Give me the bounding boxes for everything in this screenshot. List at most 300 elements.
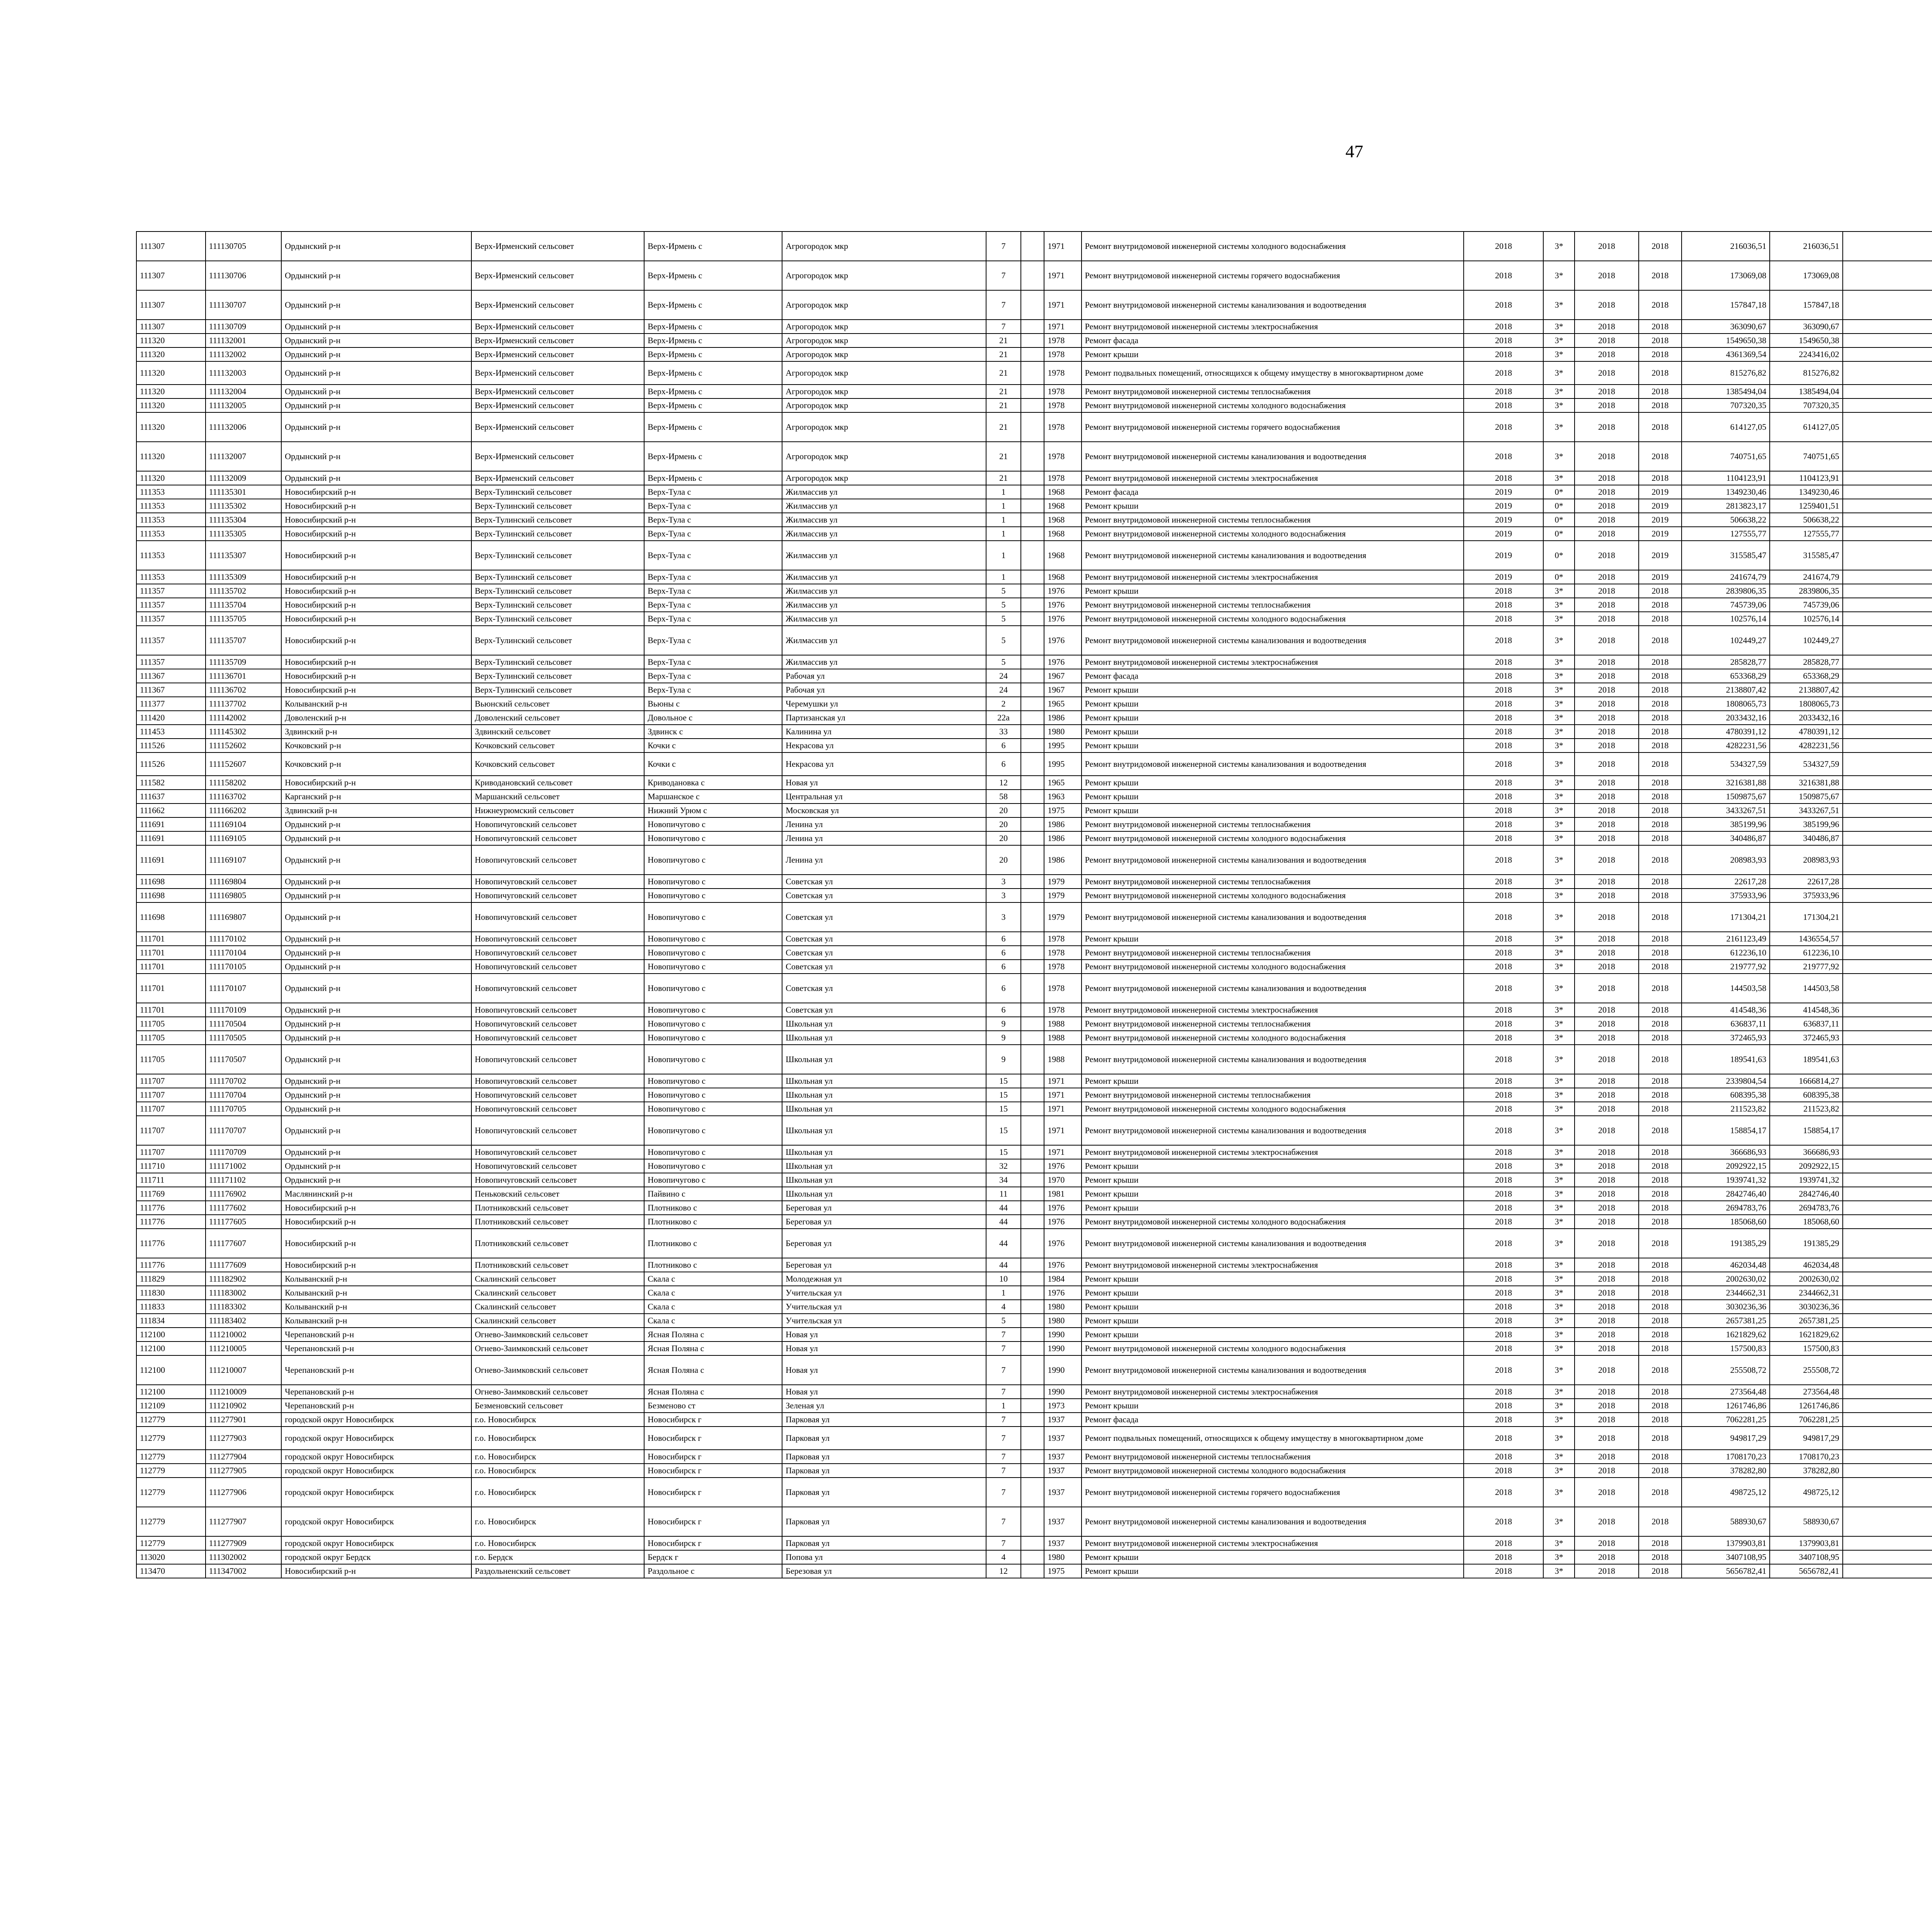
cell-object-id: 111320 — [136, 361, 206, 385]
cell-total-cost: 506638,22 — [1682, 513, 1770, 527]
cell-build-year: 1976 — [1044, 1201, 1081, 1215]
cell-settlement: Новопичуговский сельсовет — [471, 1173, 644, 1187]
cell-end-year: 2018 — [1639, 1215, 1681, 1229]
cell-cost-col-17 — [1843, 612, 1932, 626]
cell-building-letter — [1021, 1314, 1044, 1328]
cell-locality: Новопичугово с — [644, 1003, 782, 1017]
cell-start-year: 2018 — [1575, 471, 1639, 485]
cell-end-year: 2018 — [1639, 442, 1681, 471]
cell-end-year: 2018 — [1639, 1031, 1681, 1045]
cell-street: Парковая ул — [782, 1427, 986, 1450]
cell-district: Карганский р-н — [281, 790, 471, 804]
table-row — [136, 1328, 1932, 1342]
cell-house-number: 7 — [986, 1478, 1021, 1507]
cell-building-letter — [1021, 1342, 1044, 1355]
table-row — [136, 804, 1932, 817]
cell-plan-year: 2018 — [1464, 974, 1544, 1003]
cell-plan-year: 2018 — [1464, 725, 1544, 739]
cell-building-letter — [1021, 320, 1044, 334]
cell-cost-fund: 157847,18 — [1770, 290, 1843, 320]
cell-work-type: Ремонт внутридомовой инженерной системы холодного водоснабжения — [1082, 1215, 1464, 1229]
cell-start-year: 2018 — [1575, 1328, 1639, 1342]
cell-work-type: Ремонт внутридомовой инженерной системы холодного водоснабжения — [1082, 960, 1464, 974]
cell-build-year: 1971 — [1044, 232, 1081, 261]
cell-cost-col-17 — [1843, 1328, 1932, 1342]
cell-plan-year: 2018 — [1464, 946, 1544, 960]
cell-cost-col-17 — [1843, 1215, 1932, 1229]
cell-house-number: 3 — [986, 875, 1021, 889]
cell-locality: Верх-Тула с — [644, 485, 782, 499]
table-row — [136, 946, 1932, 960]
cell-end-year: 2018 — [1639, 232, 1681, 261]
cell-total-cost: 815276,82 — [1682, 361, 1770, 385]
cell-work-type: Ремонт крыши — [1082, 1173, 1464, 1187]
table-row — [136, 1342, 1932, 1355]
table-row — [136, 697, 1932, 711]
cell-cost-col-17 — [1843, 1258, 1932, 1272]
table-row — [136, 1427, 1932, 1450]
cell-plan-year: 2018 — [1464, 889, 1544, 902]
cell-locality: Бердск г — [644, 1550, 782, 1564]
cell-locality: Верх-Тула с — [644, 598, 782, 612]
cell-cost-col-17 — [1843, 1314, 1932, 1328]
cell-object-id: 111707 — [136, 1145, 206, 1159]
cell-district: Ордынский р-н — [281, 875, 471, 889]
cell-plan-year: 2018 — [1464, 1102, 1544, 1116]
cell-total-cost: 340486,87 — [1682, 831, 1770, 845]
cell-settlement: Криводановский сельсовет — [471, 776, 644, 790]
table-row — [136, 1187, 1932, 1201]
cell-work-type: Ремонт внутридомовой инженерной системы холодного водоснабжения — [1082, 527, 1464, 541]
cell-element-id: 111135307 — [206, 541, 282, 570]
cell-build-year: 1937 — [1044, 1464, 1081, 1478]
cell-district: городской округ Новосибирск — [281, 1507, 471, 1536]
cell-settlement: Верх-Ирменский сельсовет — [471, 290, 644, 320]
cell-total-cost: 171304,21 — [1682, 902, 1770, 932]
cell-district: Новосибирский р-н — [281, 584, 471, 598]
cell-build-year: 1970 — [1044, 1173, 1081, 1187]
cell-building-letter — [1021, 1413, 1044, 1427]
table-row — [136, 541, 1932, 570]
cell-total-cost: 3030236,36 — [1682, 1300, 1770, 1314]
cell-plan-year: 2018 — [1464, 1272, 1544, 1286]
cell-settlement: Доволенский сельсовет — [471, 711, 644, 725]
cell-locality: Ясная Поляна с — [644, 1342, 782, 1355]
cell-plan-year: 2018 — [1464, 902, 1544, 932]
cell-category: 3* — [1543, 697, 1574, 711]
cell-end-year: 2018 — [1639, 804, 1681, 817]
cell-plan-year: 2018 — [1464, 334, 1544, 347]
cell-street: Парковая ул — [782, 1464, 986, 1478]
cell-total-cost: 498725,12 — [1682, 1478, 1770, 1507]
cell-cost-fund: 815276,82 — [1770, 361, 1843, 385]
cell-object-id: 111701 — [136, 946, 206, 960]
cell-total-cost: 157847,18 — [1682, 290, 1770, 320]
cell-building-letter — [1021, 1427, 1044, 1450]
cell-district: Черепановский р-н — [281, 1385, 471, 1399]
cell-building-letter — [1021, 1258, 1044, 1272]
cell-element-id: 111132001 — [206, 334, 282, 347]
cell-plan-year: 2018 — [1464, 626, 1544, 655]
table-body — [136, 232, 1932, 1578]
cell-cost-col-17 — [1843, 932, 1932, 946]
cell-total-cost: 462034,48 — [1682, 1258, 1770, 1272]
cell-locality: Скала с — [644, 1272, 782, 1286]
cell-locality: Плотниково с — [644, 1229, 782, 1258]
table-row — [136, 499, 1932, 513]
table-row — [136, 669, 1932, 683]
cell-build-year: 1937 — [1044, 1536, 1081, 1550]
cell-building-letter — [1021, 1045, 1044, 1074]
cell-locality: Новосибирск г — [644, 1507, 782, 1536]
cell-total-cost: 372465,93 — [1682, 1031, 1770, 1045]
cell-settlement: Новопичуговский сельсовет — [471, 1116, 644, 1145]
cell-settlement: Новопичуговский сельсовет — [471, 1102, 644, 1116]
cell-end-year: 2018 — [1639, 960, 1681, 974]
cell-district: Ордынский р-н — [281, 385, 471, 398]
cell-plan-year: 2018 — [1464, 1031, 1544, 1045]
cell-category: 3* — [1543, 1385, 1574, 1399]
cell-work-type: Ремонт внутридомовой инженерной системы теплоснабжения — [1082, 385, 1464, 398]
cell-element-id: 111170704 — [206, 1088, 282, 1102]
cell-end-year: 2018 — [1639, 1385, 1681, 1399]
cell-work-type: Ремонт внутридомовой инженерной системы электроснабжения — [1082, 1003, 1464, 1017]
cell-locality: Плотниково с — [644, 1258, 782, 1272]
cell-district: Ордынский р-н — [281, 932, 471, 946]
cell-house-number: 44 — [986, 1229, 1021, 1258]
cell-cost-col-17 — [1843, 1478, 1932, 1507]
cell-start-year: 2018 — [1575, 1478, 1639, 1507]
cell-category: 3* — [1543, 1464, 1574, 1478]
cell-object-id: 111691 — [136, 845, 206, 875]
cell-build-year: 1990 — [1044, 1342, 1081, 1355]
cell-build-year: 1965 — [1044, 776, 1081, 790]
cell-build-year: 1968 — [1044, 527, 1081, 541]
cell-street: Береговая ул — [782, 1229, 986, 1258]
cell-build-year: 1978 — [1044, 960, 1081, 974]
cell-work-type: Ремонт крыши — [1082, 1328, 1464, 1342]
cell-build-year: 1990 — [1044, 1328, 1081, 1342]
cell-work-type: Ремонт внутридомовой инженерной системы электроснабжения — [1082, 320, 1464, 334]
cell-start-year: 2018 — [1575, 1399, 1639, 1413]
cell-building-letter — [1021, 655, 1044, 669]
cell-element-id: 111136702 — [206, 683, 282, 697]
cell-street: Жилмассив ул — [782, 570, 986, 584]
cell-house-number: 44 — [986, 1201, 1021, 1215]
cell-cost-fund: 2092922,15 — [1770, 1159, 1843, 1173]
cell-street: Жилмассив ул — [782, 655, 986, 669]
cell-total-cost: 157500,83 — [1682, 1342, 1770, 1355]
cell-building-letter — [1021, 626, 1044, 655]
cell-building-letter — [1021, 1145, 1044, 1159]
cell-category: 3* — [1543, 471, 1574, 485]
cell-start-year: 2018 — [1575, 790, 1639, 804]
cell-locality: Довольное с — [644, 711, 782, 725]
cell-plan-year: 2018 — [1464, 697, 1544, 711]
cell-object-id: 111307 — [136, 261, 206, 290]
cell-cost-fund: 608395,38 — [1770, 1088, 1843, 1102]
cell-district: Новосибирский р-н — [281, 499, 471, 513]
cell-object-id: 112100 — [136, 1355, 206, 1385]
cell-street: Парковая ул — [782, 1478, 986, 1507]
cell-street: Агрогородок мкр — [782, 334, 986, 347]
table-row — [136, 626, 1932, 655]
cell-settlement: Верх-Тулинский сельсовет — [471, 612, 644, 626]
cell-building-letter — [1021, 1272, 1044, 1286]
cell-street: Московская ул — [782, 804, 986, 817]
cell-build-year: 1988 — [1044, 1045, 1081, 1074]
cell-locality: Кочки с — [644, 752, 782, 776]
cell-object-id: 111367 — [136, 669, 206, 683]
cell-house-number: 5 — [986, 584, 1021, 598]
cell-start-year: 2018 — [1575, 1145, 1639, 1159]
cell-plan-year: 2019 — [1464, 570, 1544, 584]
cell-plan-year: 2018 — [1464, 804, 1544, 817]
cell-street: Агрогородок мкр — [782, 290, 986, 320]
cell-object-id: 113020 — [136, 1550, 206, 1564]
cell-start-year: 2018 — [1575, 499, 1639, 513]
cell-building-letter — [1021, 584, 1044, 598]
cell-locality: Верх-Тула с — [644, 513, 782, 527]
cell-locality: Новопичугово с — [644, 1159, 782, 1173]
cell-street: Школьная ул — [782, 1088, 986, 1102]
cell-start-year: 2018 — [1575, 1342, 1639, 1355]
cell-end-year: 2018 — [1639, 1201, 1681, 1215]
cell-end-year: 2019 — [1639, 485, 1681, 499]
cell-object-id: 111701 — [136, 974, 206, 1003]
cell-plan-year: 2018 — [1464, 398, 1544, 412]
cell-cost-col-17 — [1843, 1355, 1932, 1385]
cell-cost-fund: 2694783,76 — [1770, 1201, 1843, 1215]
cell-end-year: 2019 — [1639, 541, 1681, 570]
cell-building-letter — [1021, 831, 1044, 845]
cell-street: Черемушки ул — [782, 697, 986, 711]
table-row — [136, 1003, 1932, 1017]
cell-cost-col-17 — [1843, 290, 1932, 320]
cell-start-year: 2018 — [1575, 1564, 1639, 1578]
cell-element-id: 111177605 — [206, 1215, 282, 1229]
cell-object-id: 111705 — [136, 1031, 206, 1045]
cell-build-year: 1976 — [1044, 626, 1081, 655]
cell-settlement: Верх-Тулинский сельсовет — [471, 485, 644, 499]
cell-end-year: 2018 — [1639, 1355, 1681, 1385]
cell-building-letter — [1021, 442, 1044, 471]
cell-locality: Новопичугово с — [644, 875, 782, 889]
cell-start-year: 2018 — [1575, 1045, 1639, 1074]
cell-element-id: 111169805 — [206, 889, 282, 902]
cell-work-type: Ремонт крыши — [1082, 776, 1464, 790]
cell-category: 3* — [1543, 683, 1574, 697]
cell-work-type: Ремонт крыши — [1082, 1187, 1464, 1201]
cell-settlement: г.о. Новосибирск — [471, 1450, 644, 1464]
cell-district: Колыванский р-н — [281, 1272, 471, 1286]
cell-start-year: 2018 — [1575, 845, 1639, 875]
cell-object-id: 113470 — [136, 1564, 206, 1578]
cell-cost-fund: 366686,93 — [1770, 1145, 1843, 1159]
cell-house-number: 6 — [986, 932, 1021, 946]
cell-district: Колыванский р-н — [281, 1286, 471, 1300]
cell-total-cost: 745739,06 — [1682, 598, 1770, 612]
cell-street: Зеленая ул — [782, 1399, 986, 1413]
cell-element-id: 111130706 — [206, 261, 282, 290]
cell-category: 0* — [1543, 485, 1574, 499]
cell-object-id: 111834 — [136, 1314, 206, 1328]
cell-cost-fund: 707320,35 — [1770, 398, 1843, 412]
cell-object-id: 111705 — [136, 1017, 206, 1031]
cell-cost-fund: 1259401,51 — [1770, 499, 1843, 513]
cell-object-id: 112779 — [136, 1536, 206, 1550]
cell-cost-fund: 2839806,35 — [1770, 584, 1843, 598]
cell-district: Новосибирский р-н — [281, 776, 471, 790]
cell-street: Агрогородок мкр — [782, 398, 986, 412]
cell-locality: Верх-Ирмень с — [644, 412, 782, 442]
cell-end-year: 2018 — [1639, 334, 1681, 347]
cell-cost-col-17 — [1843, 1550, 1932, 1564]
cell-cost-fund: 2344662,31 — [1770, 1286, 1843, 1300]
cell-building-letter — [1021, 711, 1044, 725]
cell-cost-fund: 1436554,57 — [1770, 932, 1843, 946]
cell-building-letter — [1021, 570, 1044, 584]
cell-start-year: 2018 — [1575, 1229, 1639, 1258]
cell-element-id: 111210902 — [206, 1399, 282, 1413]
cell-build-year: 1976 — [1044, 584, 1081, 598]
cell-total-cost: 534327,59 — [1682, 752, 1770, 776]
cell-district: Черепановский р-н — [281, 1328, 471, 1342]
cell-cost-col-17 — [1843, 1464, 1932, 1478]
cell-house-number: 21 — [986, 361, 1021, 385]
table-row — [136, 889, 1932, 902]
cell-building-letter — [1021, 1187, 1044, 1201]
cell-element-id: 111142002 — [206, 711, 282, 725]
cell-building-letter — [1021, 804, 1044, 817]
cell-category: 3* — [1543, 290, 1574, 320]
table-row — [136, 974, 1932, 1003]
cell-building-letter — [1021, 1536, 1044, 1550]
table-row — [136, 1399, 1932, 1413]
cell-house-number: 10 — [986, 1272, 1021, 1286]
cell-district: Колыванский р-н — [281, 1300, 471, 1314]
cell-street: Школьная ул — [782, 1173, 986, 1187]
cell-cost-col-17 — [1843, 541, 1932, 570]
cell-building-letter — [1021, 598, 1044, 612]
cell-total-cost: 2694783,76 — [1682, 1201, 1770, 1215]
cell-work-type: Ремонт внутридомовой инженерной системы теплоснабжения — [1082, 946, 1464, 960]
cell-element-id: 111170707 — [206, 1116, 282, 1145]
cell-locality: Верх-Тула с — [644, 683, 782, 697]
cell-object-id: 111357 — [136, 655, 206, 669]
cell-element-id: 111169807 — [206, 902, 282, 932]
cell-street: Агрогородок мкр — [782, 442, 986, 471]
cell-end-year: 2018 — [1639, 1286, 1681, 1300]
cell-element-id: 111135704 — [206, 598, 282, 612]
cell-end-year: 2018 — [1639, 974, 1681, 1003]
cell-category: 3* — [1543, 1355, 1574, 1385]
cell-total-cost: 608395,38 — [1682, 1088, 1770, 1102]
cell-element-id: 111158202 — [206, 776, 282, 790]
cell-district: Маслянинский р-н — [281, 1187, 471, 1201]
cell-category: 0* — [1543, 513, 1574, 527]
cell-total-cost: 2813823,17 — [1682, 499, 1770, 513]
cell-cost-col-17 — [1843, 1116, 1932, 1145]
table-row — [136, 1272, 1932, 1286]
cell-build-year: 1979 — [1044, 889, 1081, 902]
cell-category: 3* — [1543, 1536, 1574, 1550]
cell-start-year: 2018 — [1575, 1355, 1639, 1385]
cell-building-letter — [1021, 412, 1044, 442]
cell-street: Новая ул — [782, 776, 986, 790]
cell-element-id: 111145302 — [206, 725, 282, 739]
cell-build-year: 1971 — [1044, 290, 1081, 320]
cell-district: Черепановский р-н — [281, 1342, 471, 1355]
cell-end-year: 2018 — [1639, 1450, 1681, 1464]
cell-settlement: Верх-Ирменский сельсовет — [471, 261, 644, 290]
cell-start-year: 2018 — [1575, 398, 1639, 412]
cell-plan-year: 2018 — [1464, 1536, 1544, 1550]
cell-cost-fund: 173069,08 — [1770, 261, 1843, 290]
cell-building-letter — [1021, 725, 1044, 739]
cell-work-type: Ремонт внутридомовой инженерной системы теплоснабжения — [1082, 1088, 1464, 1102]
cell-work-type: Ремонт внутридомовой инженерной системы канализования и водоотведения — [1082, 974, 1464, 1003]
cell-settlement: г.о. Новосибирск — [471, 1413, 644, 1427]
cell-build-year: 1971 — [1044, 1116, 1081, 1145]
cell-build-year: 1975 — [1044, 1564, 1081, 1578]
cell-cost-fund: 102449,27 — [1770, 626, 1843, 655]
cell-district: городской округ Новосибирск — [281, 1464, 471, 1478]
cell-start-year: 2018 — [1575, 334, 1639, 347]
cell-plan-year: 2018 — [1464, 1328, 1544, 1342]
cell-cost-fund: 588930,67 — [1770, 1507, 1843, 1536]
cell-start-year: 2018 — [1575, 1427, 1639, 1450]
cell-end-year: 2018 — [1639, 261, 1681, 290]
cell-object-id: 111307 — [136, 290, 206, 320]
cell-locality: Ясная Поляна с — [644, 1355, 782, 1385]
cell-settlement: г.о. Новосибирск — [471, 1464, 644, 1478]
cell-plan-year: 2018 — [1464, 831, 1544, 845]
cell-house-number: 20 — [986, 804, 1021, 817]
cell-object-id: 111662 — [136, 804, 206, 817]
cell-plan-year: 2018 — [1464, 1286, 1544, 1300]
cell-street: Советская ул — [782, 960, 986, 974]
cell-element-id: 111170107 — [206, 974, 282, 1003]
cell-cost-fund: 3216381,88 — [1770, 776, 1843, 790]
cell-start-year: 2018 — [1575, 831, 1639, 845]
cell-house-number: 20 — [986, 831, 1021, 845]
cell-plan-year: 2018 — [1464, 347, 1544, 361]
cell-street: Агрогородок мкр — [782, 412, 986, 442]
cell-locality: Верх-Ирмень с — [644, 232, 782, 261]
cell-start-year: 2018 — [1575, 655, 1639, 669]
cell-end-year: 2018 — [1639, 471, 1681, 485]
cell-district: Ордынский р-н — [281, 1159, 471, 1173]
table-row — [136, 902, 1932, 932]
cell-start-year: 2018 — [1575, 541, 1639, 570]
cell-cost-col-17 — [1843, 804, 1932, 817]
cell-build-year: 1937 — [1044, 1478, 1081, 1507]
cell-end-year: 2018 — [1639, 1145, 1681, 1159]
cell-cost-fund: 2138807,42 — [1770, 683, 1843, 697]
table-row — [136, 752, 1932, 776]
cell-object-id: 111353 — [136, 499, 206, 513]
cell-locality: Ясная Поляна с — [644, 1328, 782, 1342]
cell-build-year: 1937 — [1044, 1413, 1081, 1427]
cell-cost-fund: 216036,51 — [1770, 232, 1843, 261]
cell-locality: Новопичугово с — [644, 960, 782, 974]
cell-locality: Верх-Тула с — [644, 626, 782, 655]
cell-element-id: 111176902 — [206, 1187, 282, 1201]
cell-cost-col-17 — [1843, 1145, 1932, 1159]
table-row — [136, 485, 1932, 499]
cell-category: 3* — [1543, 1159, 1574, 1173]
